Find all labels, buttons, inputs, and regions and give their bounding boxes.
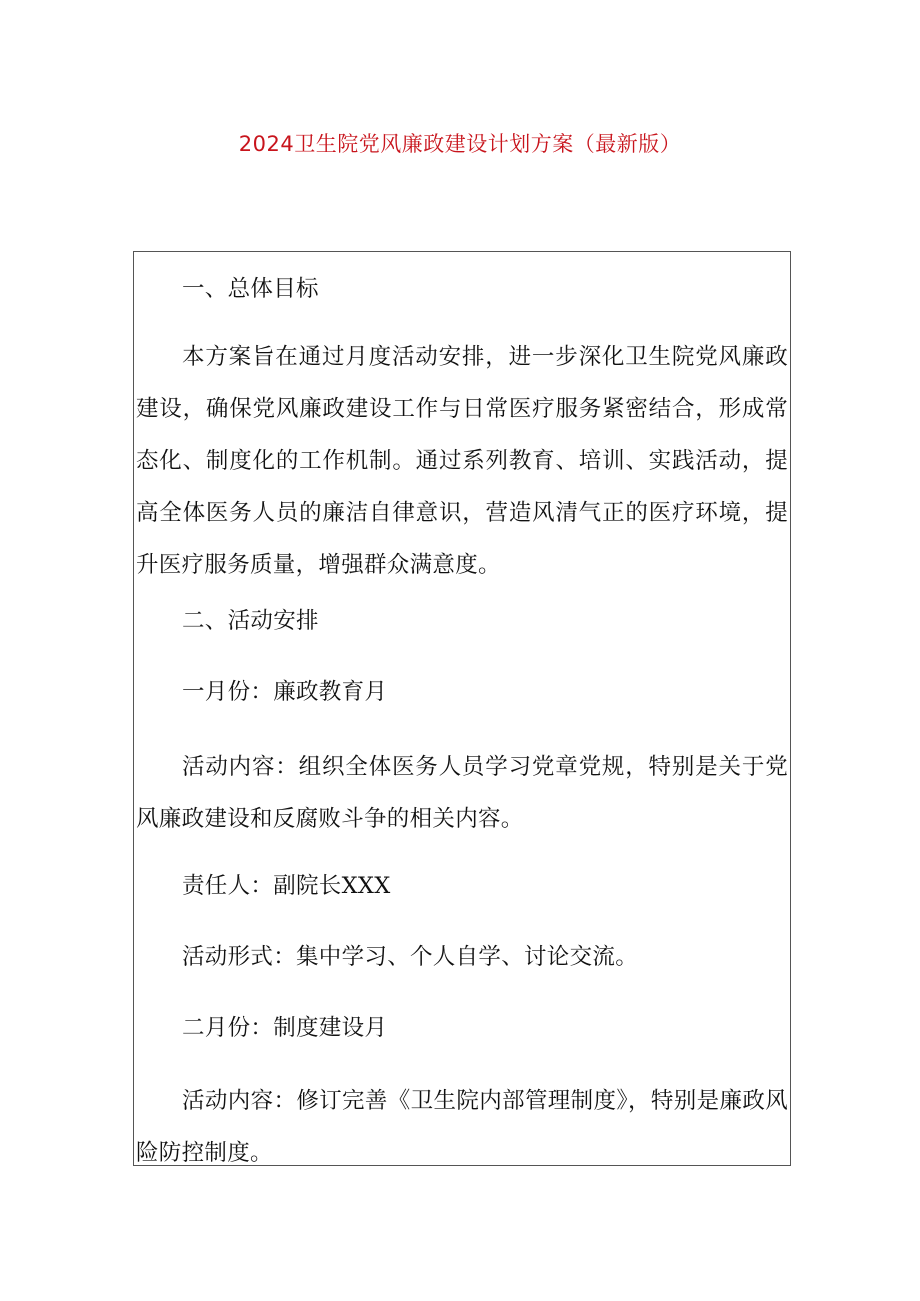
february-content: 活动内容：修订完善《卫生院内部管理制度》，特别是廉政风险防控制度。 bbox=[136, 1088, 788, 1166]
january-content: 活动内容：组织全体医务人员学习党章党规，特别是关于党风廉政建设和反腐败斗争的相关内容。 bbox=[136, 754, 788, 832]
january-form: 活动形式：集中学习、个人自学、讨论交流。 bbox=[182, 944, 639, 970]
february-heading: 二月份：制度建设月 bbox=[182, 1015, 388, 1041]
document-title: 2024卫生院党风廉政建设计划方案（最新版） bbox=[238, 132, 682, 156]
january-responsible: 责任人：副院长XXX bbox=[182, 873, 391, 899]
section-heading-activities: 二、活动安排 bbox=[182, 608, 319, 634]
section-heading-goal: 一、总体目标 bbox=[182, 276, 319, 302]
january-heading: 一月份：廉政教育月 bbox=[182, 679, 388, 705]
goal-paragraph: 本方案旨在通过月度活动安排，进一步深化卫生院党风廉政建设，确保党风廉政建设工作与日常医疗服务紧密结合，形成常态化、制度化的工作机制。通过系列教育、培训、实践活动，提高全体医务人员的廉洁自律意识，营造风清气正的医疗环境，提升医疗服务质量，增强群众满意度。 bbox=[136, 344, 788, 578]
content-box bbox=[133, 251, 791, 1166]
